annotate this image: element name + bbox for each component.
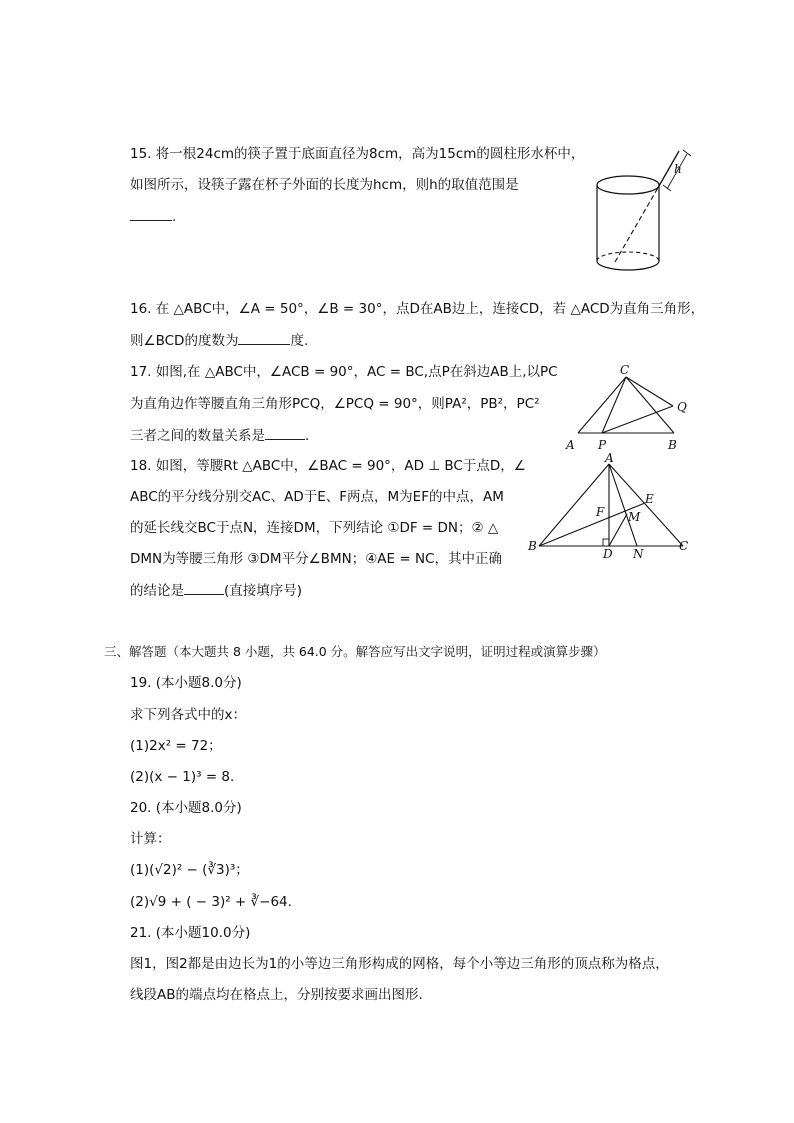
segment-AC — [578, 377, 626, 433]
q18-line2: ABC的平分线分别交AC、AD于E、F两点，M为EF的中点，AM — [130, 489, 504, 505]
q20-header: 20. (本小题8.0分) — [130, 800, 242, 816]
fig-label-h: h — [674, 162, 682, 176]
fig-label-N: N — [633, 547, 644, 561]
dimension-tick-bottom — [663, 185, 671, 191]
fig-label-P: P — [598, 438, 607, 452]
fig-label-A: A — [566, 438, 575, 452]
fig-label-B: B — [668, 438, 677, 452]
cup-top-ellipse — [597, 176, 659, 194]
answer-blank-q17[interactable] — [265, 426, 305, 440]
answer-blank-q16[interactable] — [238, 331, 290, 345]
fig-label-B: B — [528, 539, 537, 553]
q16-line2: 则∠BCD的度数为 度. — [130, 333, 309, 349]
section-3-title: 三、解答题（本大题共 8 小题，共 64.0 分。解答应写出文字说明，证明过程或演算步骤） — [104, 644, 606, 659]
cup-bottom-front — [597, 261, 659, 270]
q20-part2: (2)√9 + ( − 3)² + ∛−64. — [130, 894, 292, 910]
q19-prompt: 求下列各式中的x： — [130, 707, 246, 723]
q20-prompt: 计算： — [130, 831, 171, 847]
q15-line3: . — [130, 207, 176, 226]
q21-line1: 图1，图2都是由边长为1的小等边三角形构成的网格，每个小等边三角形的顶点称为格点， — [130, 956, 669, 972]
fig-label-D: D — [603, 547, 613, 561]
q18-line1: 18. 如图，等腰Rt △ABC中，∠BAC = 90°，AD ⊥ BC于点D，∠ — [130, 458, 526, 474]
q17-line2: 为直角边作等腰直角三角形PCQ，∠PCQ = 90°，则PA²，PB²，PC² — [130, 396, 540, 412]
segment-DM — [609, 514, 627, 546]
q21-header: 21. (本小题10.0分) — [130, 925, 251, 941]
q20-part1: (1)(√2)² − (∛3)³； — [130, 862, 249, 878]
fig-label-F: F — [596, 505, 605, 519]
fig-label-C: C — [679, 539, 689, 553]
q19-part2: (2)(x − 1)³ = 8. — [130, 769, 235, 785]
q17-triangle-figure — [560, 360, 700, 455]
segment-CQ — [626, 377, 673, 406]
fig-label-M: M — [628, 510, 641, 524]
q18-line3: 的延长线交BC于点N，连接DM，下列结论 ①DF = DN；② △ — [130, 520, 499, 536]
q19-part1: (1)2x² = 72； — [130, 738, 222, 754]
cup-bottom-back — [597, 252, 659, 261]
q18-triangle-figure — [525, 450, 700, 565]
fig-label-Q: Q — [677, 400, 687, 414]
q17-line3: 三者之间的数量关系是 . — [130, 428, 310, 444]
fig-label-E: E — [645, 492, 654, 506]
segment-PC — [602, 377, 626, 433]
answer-blank-q15[interactable] — [130, 207, 172, 221]
right-angle-mark — [603, 539, 609, 546]
q15-line2: 如图所示，设筷子露在杯子外面的长度为hcm，则h的取值范围是 — [130, 177, 519, 193]
dimension-tick-top — [683, 150, 691, 156]
q15-line1: 15. 将一根24cm的筷子置于底面直径为8cm，高为15cm的圆柱形水杯中， — [130, 146, 585, 162]
answer-blank-q18[interactable] — [184, 581, 224, 595]
q17-line1: 17. 如图,在 △ABC中，∠ACB = 90°，AC = BC,点P在斜边AB上,以PC — [130, 364, 558, 380]
fig-label-C: C — [620, 363, 630, 377]
q18-line5: 的结论是 (直接填序号) — [130, 583, 303, 599]
q15-cylinder-figure — [588, 140, 698, 276]
q19-header: 19. (本小题8.0分) — [130, 675, 242, 691]
q21-line2: 线段AB的端点均在格点上，分别按要求画出图形. — [130, 987, 423, 1003]
segment-BC — [626, 377, 674, 433]
q18-line4: DMN为等腰三角形 ③DM平分∠BMN；④AE = NC，其中正确 — [130, 551, 502, 567]
chopstick-inside — [615, 186, 659, 262]
fig-label-A: A — [605, 451, 614, 465]
q16-line1: 16. 在 △ABC中，∠A = 50°，∠B = 30°，点D在AB边上，连接CD，若 △ACD为直角三角形， — [130, 301, 705, 317]
segment-AN — [609, 464, 637, 546]
